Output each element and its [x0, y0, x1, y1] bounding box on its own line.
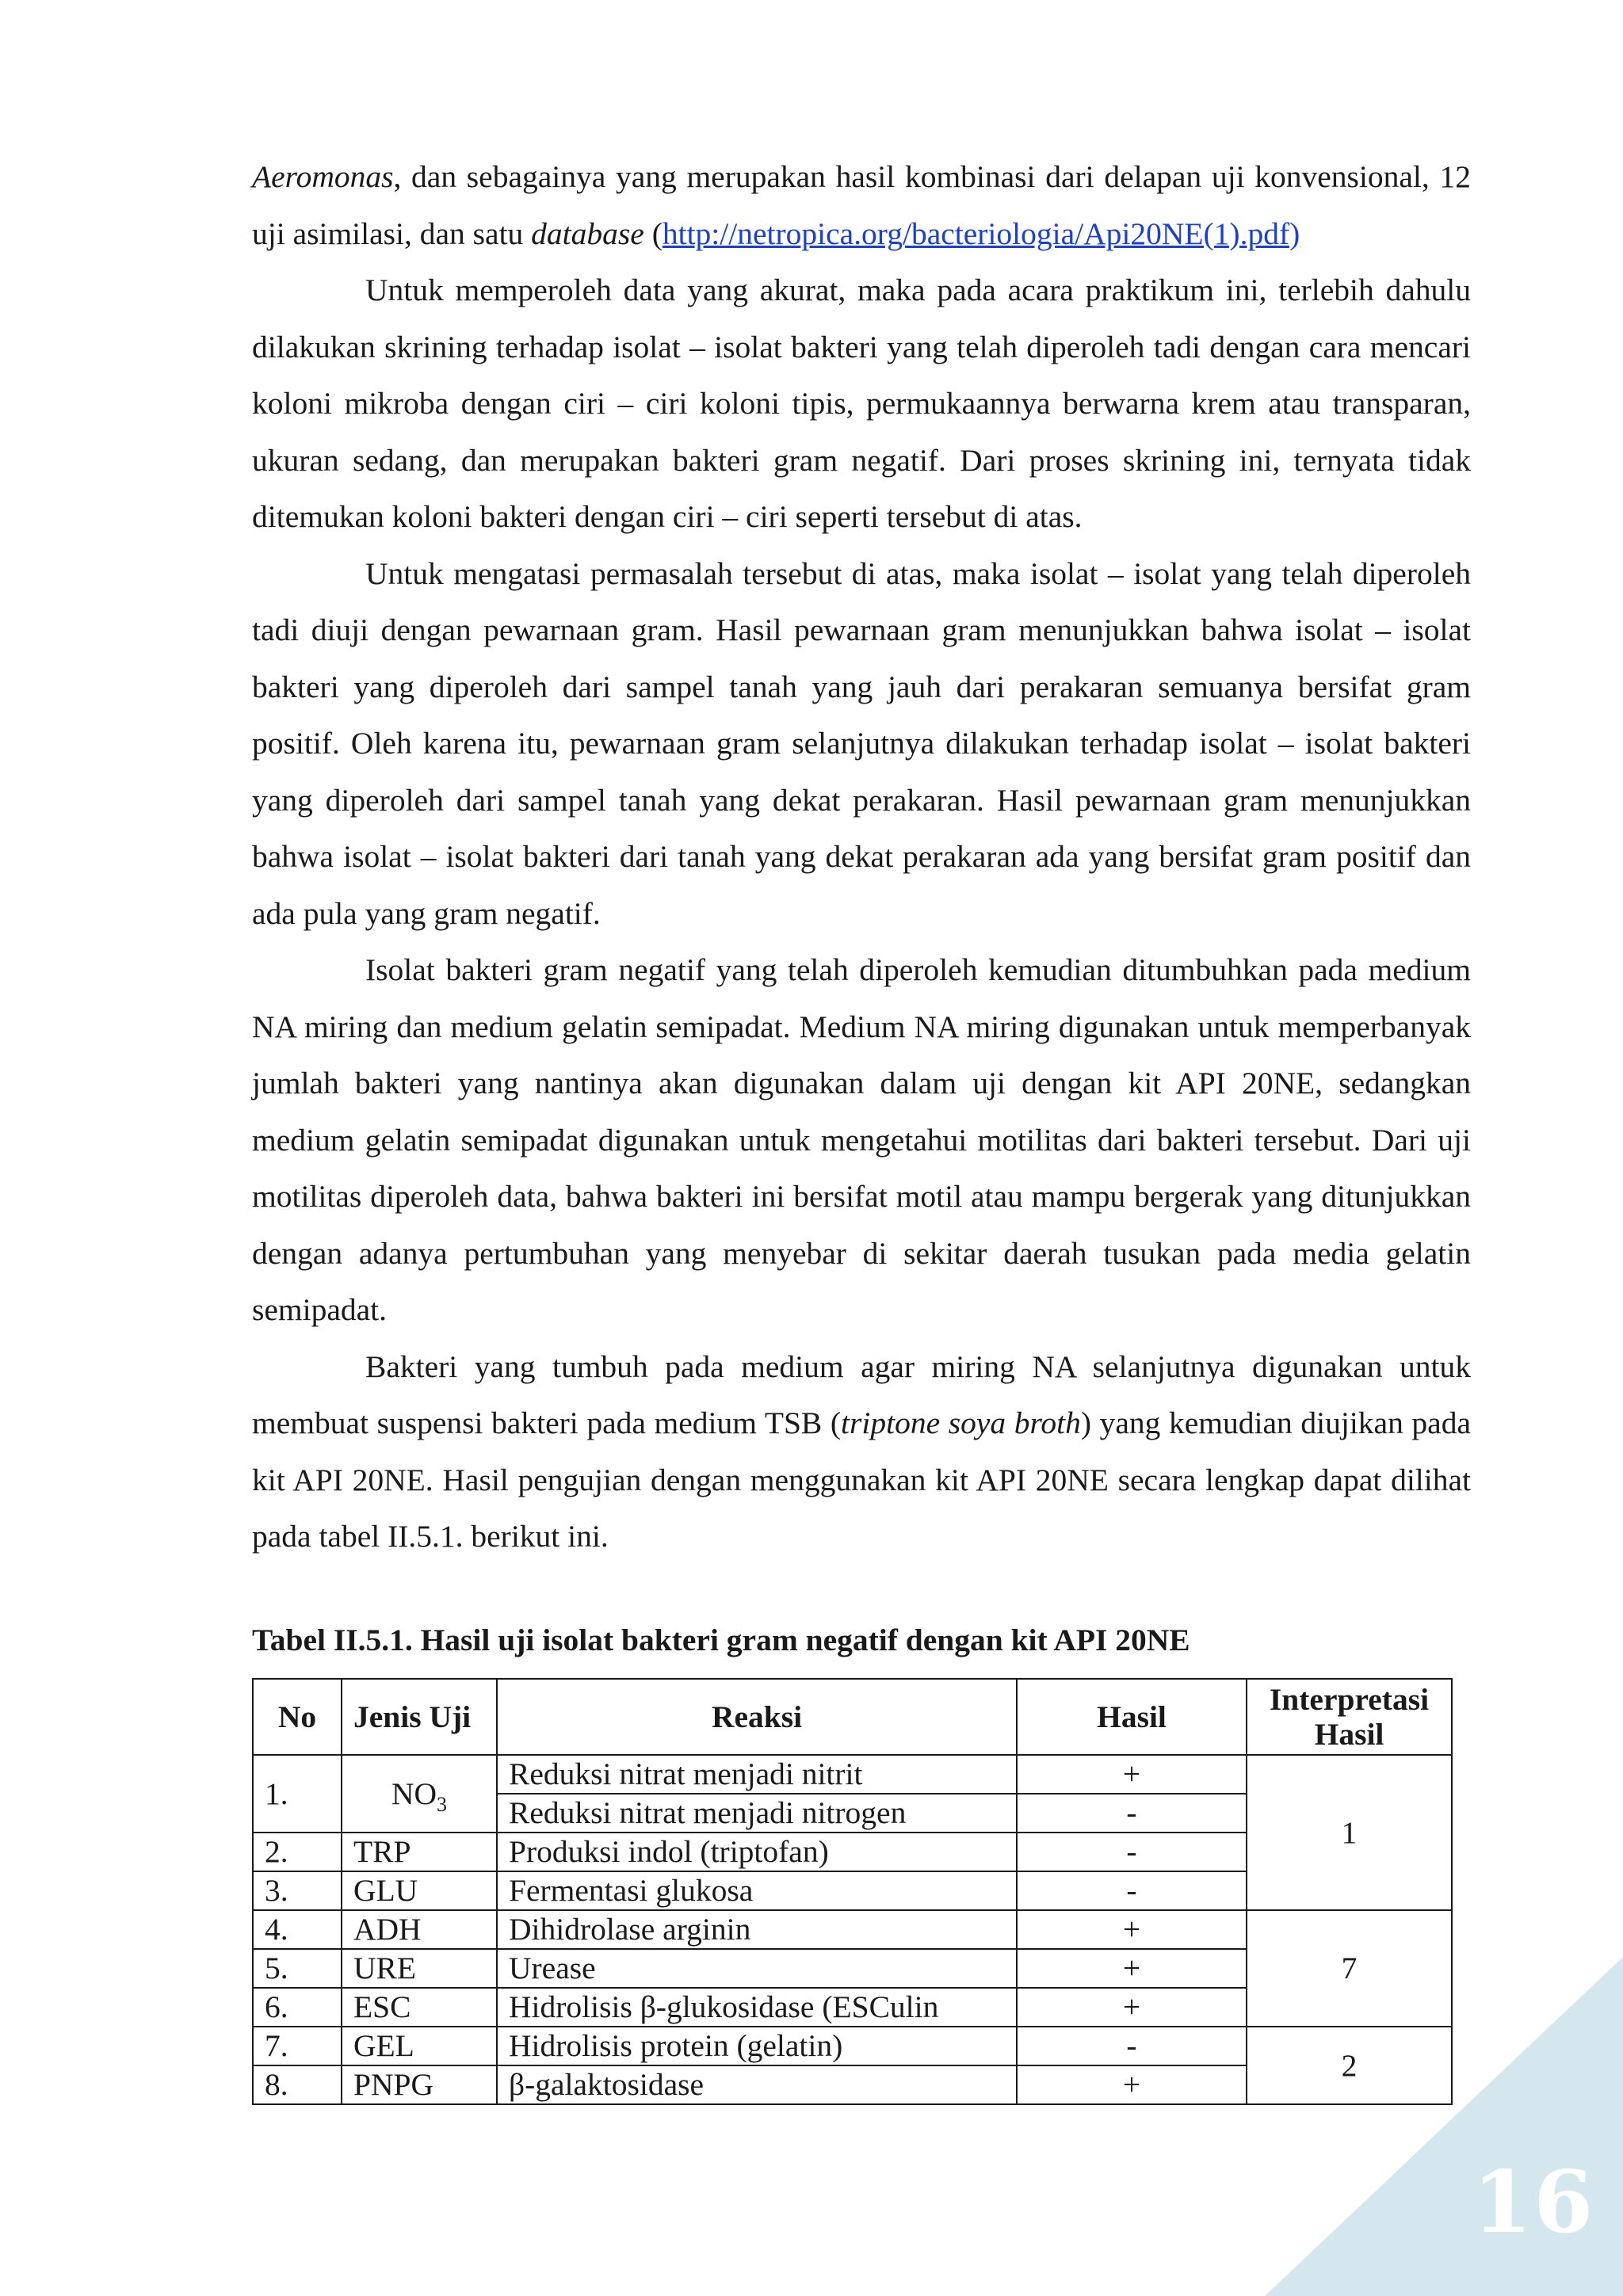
paragraph-1-paren: (	[643, 215, 663, 251]
cell-result: +	[1017, 1755, 1247, 1794]
cell-code: ADH	[342, 1910, 497, 1949]
cell-code-sub: 3	[437, 1792, 448, 1816]
cell-reaction: Fermentasi glukosa	[497, 1871, 1017, 1910]
paragraph-5	[252, 1339, 1471, 1566]
cell-no: 8.	[253, 2065, 342, 2104]
header-interpretasi	[1247, 1679, 1452, 1755]
cell-no: 4.	[253, 1910, 342, 1949]
cell-code: URE	[342, 1949, 497, 1988]
cell-result: -	[1017, 1833, 1247, 1871]
cell-no: 7.	[253, 2027, 342, 2065]
cell-no: 3.	[253, 1871, 342, 1910]
cell-code	[342, 1755, 497, 1833]
header-interpretasi-line1: Interpretasi	[1269, 1682, 1430, 1717]
cell-no: 6.	[253, 1988, 342, 2027]
cell-result: -	[1017, 1871, 1247, 1910]
paragraph-1-text: , dan sebagainya yang merupakan hasil kombinasi dari delapan uji konvensional, 12 uji asimilasi, dan satu	[252, 159, 1471, 251]
cell-result: +	[1017, 1949, 1247, 1988]
cell-result: -	[1017, 2027, 1247, 2065]
cell-result: +	[1017, 1988, 1247, 2027]
cell-interpretation: 7	[1247, 1910, 1452, 2027]
cell-reaction: Reduksi nitrat menjadi nitrogen	[497, 1794, 1017, 1833]
paragraph-5-text-b: ) yang kemudian diujikan pada kit API 20NE. Hasil pengujian dengan menggunakan kit API 20NE secara lengkap dapat dilihat pada tabel II.5.1. berikut ini.	[252, 1405, 1471, 1554]
italic-database: database	[531, 215, 644, 251]
cell-code: TRP	[342, 1833, 497, 1871]
cell-code: GLU	[342, 1871, 497, 1910]
paragraph-2: Untuk memperoleh data yang akurat, maka pada acara praktikum ini, terlebih dahulu dilakukan skrining terhadap isolat – isolat bakteri yang telah diperoleh tadi dengan cara mencari koloni mikroba dengan ciri – ciri koloni tipis, permukaannya berwarna krem atau transparan, ukuran sedang, dan merupakan bakteri gram negatif. Dari proses skrining ini, ternyata tidak ditemukan koloni bakteri dengan ciri – ciri seperti tersebut di atas.	[252, 273, 1471, 534]
header-reaksi: Reaksi	[497, 1679, 1017, 1755]
table-header-row	[253, 1679, 1452, 1755]
cell-code-main: NO	[391, 1775, 437, 1811]
table-caption: Tabel II.5.1. Hasil uji isolat bakteri gram negatif dengan kit API 20NE	[252, 1623, 1190, 1657]
paragraph-4: Isolat bakteri gram negatif yang telah diperoleh kemudian ditumbuhkan pada medium NA miring dan medium gelatin semipadat. Medium NA miring digunakan untuk memperbanyak jumlah bakteri yang nantinya akan digunakan dalam uji dengan kit API 20NE, sedangkan medium gelatin semipadat digunakan untuk mengetahui motilitas dari bakteri tersebut. Dari uji motilitas diperoleh data, bahwa bakteri ini bersifat motil atau mampu bergerak yang ditunjukkan dengan adanya pertumbuhan yang menyebar di sekitar daerah tusukan pada media gelatin semipadat.	[252, 952, 1471, 1327]
cell-interpretation: 2	[1247, 2027, 1452, 2104]
cell-reaction: β-galaktosidase	[497, 2065, 1017, 2104]
cell-code: PNPG	[342, 2065, 497, 2104]
paragraph-3: Untuk mengatasi permasalah tersebut di atas, maka isolat – isolat yang telah diperoleh tadi diuji dengan pewarnaan gram. Hasil pewarnaan gram menunjukkan bahwa isolat – isolat bakteri yang diperoleh dari sampel tanah yang jauh dari perakaran semuanya bersifat gram positif. Oleh karena itu, pewarnaan gram selanjutnya dilakukan terhadap isolat – isolat bakteri yang diperoleh dari sampel tanah yang dekat perakaran. Hasil pewarnaan gram menunjukkan bahwa isolat – isolat bakteri dari tanah yang dekat perakaran ada yang bersifat gram positif dan ada pula yang gram negatif.	[252, 555, 1471, 931]
cell-no: 5.	[253, 1949, 342, 1988]
page-number: 16	[1472, 2153, 1595, 2252]
body-text	[252, 149, 1471, 1566]
paragraph-5-text-a: Bakteri yang tumbuh pada medium agar miring NA selanjutnya digunakan untuk membuat suspensi bakteri pada medium TSB (	[252, 1348, 1471, 1440]
cell-reaction: Hidrolisis protein (gelatin)	[497, 2027, 1017, 2065]
cell-reaction: Produksi indol (triptofan)	[497, 1833, 1017, 1871]
header-interpretasi-line2: Hasil	[1314, 1717, 1384, 1752]
table-row	[253, 1910, 1452, 1949]
reference-link[interactable]: http://netropica.org/bacteriologia/Api20NE(1).pdf)	[662, 215, 1300, 251]
cell-reaction: Urease	[497, 1949, 1017, 1988]
cell-result: +	[1017, 2065, 1247, 2104]
cell-no: 1.	[253, 1755, 342, 1833]
cell-result: -	[1017, 1794, 1247, 1833]
paragraph-1	[252, 149, 1471, 262]
cell-no: 2.	[253, 1833, 342, 1871]
cell-interpretation: 1	[1247, 1755, 1452, 1910]
header-hasil: Hasil	[1017, 1679, 1247, 1755]
cell-reaction: Dihidrolase arginin	[497, 1910, 1017, 1949]
cell-reaction: Hidrolisis β-glukosidase (ESCulin	[497, 1988, 1017, 2027]
table-row	[253, 1755, 1452, 1794]
header-jenis-uji: Jenis Uji	[342, 1679, 497, 1755]
cell-code: ESC	[342, 1988, 497, 2027]
cell-result: +	[1017, 1910, 1247, 1949]
cell-reaction: Reduksi nitrat menjadi nitrit	[497, 1755, 1017, 1794]
header-no: No	[253, 1679, 342, 1755]
italic-tsb: triptone soya broth	[841, 1405, 1081, 1440]
italic-genus: Aeromonas	[252, 159, 394, 194]
cell-code: GEL	[342, 2027, 497, 2065]
